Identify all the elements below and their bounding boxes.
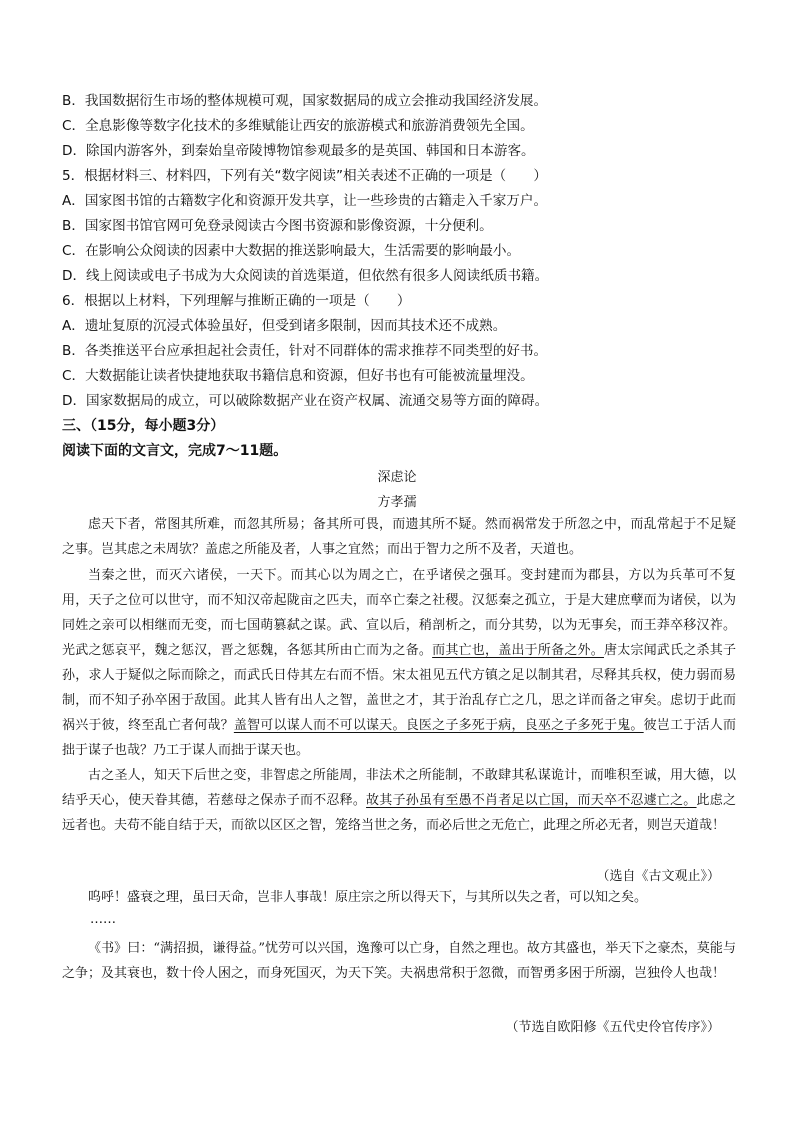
q5-option-b: B．国家图书馆官网可免登录阅读古今图书资源和影像资源，十分便利。 — [62, 218, 493, 234]
q6-option-d: D．国家数据局的成立，可以破除数据产业在资产权属、流通交易等方面的障碍。 — [62, 393, 549, 409]
essay-source: （选自《古文观止》） — [596, 869, 720, 884]
q6-stem: 6．根据以上材料，下列理解与推断正确的一项是（ ） — [62, 293, 411, 309]
q5-option-d: D．线上阅读或电子书成为大众阅读的首选渠道，但依然有很多人阅读纸质书籍。 — [62, 268, 549, 284]
essay-p2-underlined-1: 而其亡也，盖出于所备之外。 — [432, 643, 604, 658]
q6-option-b: B．各类推送平台应承担起社会责任，针对不同群体的需求推荐不同类型的好书。 — [62, 343, 548, 359]
q4-option-d: D．除国内游客外，到秦始皇帝陵博物馆参观最多的是英国、韩国和日本游客。 — [62, 143, 535, 159]
essay-p3-text-a: 古之圣人，知天下后世之变，非智虑之所能周，非法术之所能制，不敢肆其私谋诡计，而唯积至诚，用大德，以结乎天心，使天眷其德，若慈母之保赤子而不忍释。 — [62, 768, 736, 808]
essay-p2-text-a: 当秦之世，而灭六诸侯，一天下。而其心以为周之亡，在乎诸侯之强耳。变封建而为郡县，方以为兵革可不复用，天子之位可以世守，而不知汉帝起陇亩之匹夫，而卒亡秦之社稷。汉惩秦之孤立，于是大建庶孽而为诸侯，以为同姓之亲可以相继而无变，而七国萌篡弑之谋。武、宣以后，稍剖析之，而分其势，以为无事矣，而王莽卒移汉祚。光武之惩哀平，魏之惩汉，晋之惩魏，各惩其所由亡而为之备。 — [62, 568, 736, 658]
q6-option-c: C．大数据能让读者快捷地获取书籍信息和资源，但好书也有可能被流量埋没。 — [62, 368, 534, 384]
essay2-ellipsis: …… — [90, 912, 116, 927]
essay-title: 深虑论 — [377, 470, 417, 485]
q5-option-c: C．在影响公众阅读的因素中大数据的推送影响最大，生活需要的影响最小。 — [62, 243, 521, 259]
essay-p3-text-b: 此虑之远者也。夫苟不能自结于天，而欲以区区之智，笼络当世之务，而必后世之无危亡，此理之所必无者，则岂天道哉！ — [62, 793, 736, 833]
q5-stem: 5．根据材料三、材料四，下列有关“数字阅读”相关表述不正确的一项是（ ） — [62, 168, 547, 184]
essay2-paragraph-2: 《书》曰：“满招损，谦得益。”忧劳可以兴国，逸豫可以亡身，自然之理也。故方其盛也，举天下之豪杰，莫能与之争；及其衰也，数十伶人困之，而身死国灭，为天下笑。夫祸患常积于忽微，而智勇多困于所溺，岂独伶人也哉！ — [62, 941, 736, 981]
section-instruction: 阅读下面的文言文，完成7～11题。 — [62, 443, 288, 459]
essay-p2-text-c: 彼岂工于活人而拙于谋子也哉？乃工于谋人而拙于谋天也。 — [62, 718, 736, 758]
q6-option-a: A．遗址复原的沉浸式体验虽好，但受到诸多限制，因而其技术还不成熟。 — [62, 318, 507, 334]
q4-option-c: C．全息影像等数字化技术的多维赋能让西安的旅游模式和旅游消费领先全国。 — [62, 118, 534, 134]
essay-p2-text-b: 唐太宗闻武氏之杀其子孙，求人于疑似之际而除之，而武氏日侍其左右而不悟。宋太祖见五代方镇之足以制其君，尽释其兵权，使力弱而易制，而不知子孙卒困于敌国。此其人皆有出人之智，盖世之才，其于治乱存亡之几，思之详而备之审矣。虑切于此而祸兴于彼，终至乱亡者何哉？ — [62, 643, 736, 733]
q4-option-b: B．我国数据衍生市场的整体规模可观，国家数据局的成立会推动我国经济发展。 — [62, 93, 548, 109]
essay2-paragraph-1: 呜呼！盛衰之理，虽曰天命，岂非人事哉！原庄宗之所以得天下，与其所以失之者，可以知之矣。 — [88, 890, 648, 905]
essay-paragraph-1: 虑天下者，常图其所难，而忽其所易；备其所可畏，而遗其所不疑。然而祸常发于所忽之中，而乱常起于不足疑之事。岂其虑之未周欤？盖虑之所能及者，人事之宜然；而出于智力之所不及者，天道也。 — [62, 517, 736, 557]
essay-author: 方孝孺 — [377, 495, 417, 510]
essay-paragraph-2 — [62, 563, 736, 763]
essay-p2-underlined-2: 盖智可以谋人而不可以谋天。良医之子多死于病，良巫之子多死于鬼。 — [233, 718, 644, 733]
essay2-source: （节选自欧阳修《五代史伶官传序》） — [505, 1020, 720, 1035]
section-heading: 三、（15分，每小题3分） — [62, 418, 225, 434]
essay-paragraph-3 — [62, 763, 736, 838]
essay-p3-underlined: 故其子孙虽有至愚不肖者足以亡国，而天卒不忍遽亡之。 — [366, 793, 697, 808]
q5-option-a: A．国家图书馆的古籍数字化和资源开发共享，让一些珍贵的古籍走入千家万户。 — [62, 193, 548, 209]
